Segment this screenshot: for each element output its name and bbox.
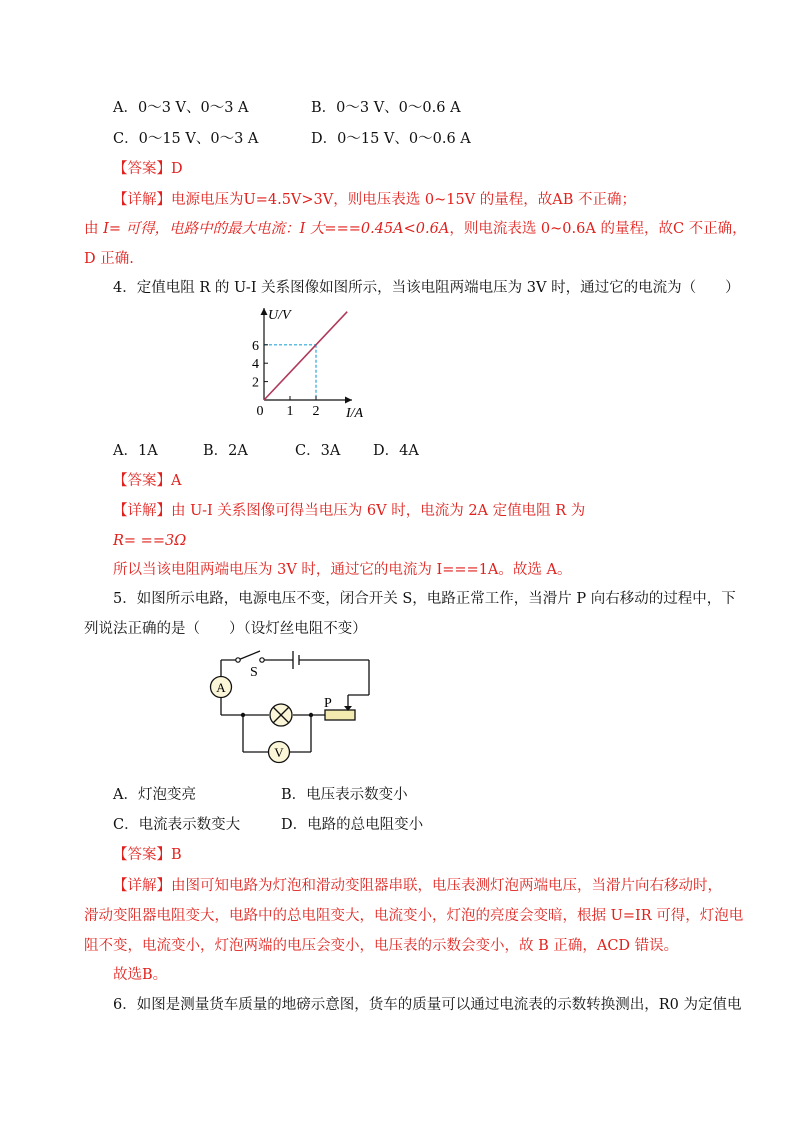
q3-option-b: B．0～3 V、0～0.6 A: [311, 100, 461, 116]
series-line-0: [264, 312, 347, 400]
x-tick-label: 1: [286, 404, 294, 419]
switch-label: S: [250, 665, 258, 680]
q4-detail-line3: 所以当该电阻两端电压为 3V 时，通过它的电流为 I===1A。故选 A。: [113, 562, 572, 578]
q4-stem: 4．定值电阻 R 的 U-I 关系图像如图所示，当该电阻两端电压为 3V 时，通过它的电流为（ ）: [113, 280, 740, 296]
q4-option-c: C．3A: [295, 443, 341, 459]
y-axis-label: U/V: [268, 308, 291, 323]
q4-detail-line1: 【详解】由 U-I 关系图像可得当电压为 6V 时，电流为 2A 定值电阻 R 为: [113, 503, 586, 519]
y-tick-label: 2: [252, 375, 259, 391]
q3-detail-line2-formula: I= 可得，电路中的最大电流：I 大===0.45A<0.6A: [103, 221, 450, 237]
ammeter-label: A: [216, 680, 226, 695]
x-tick-label: 0: [256, 404, 264, 419]
y-tick-label: 6: [252, 338, 259, 354]
q5-stem-line1: 5．如图所示电路，电源电压不变，闭合开关 S，电路正常工作，当滑片 P 向右移动的过程中，下: [113, 591, 736, 607]
q3-detail-line2-suffix: ，则电流表选 0~0.6A 的量程，故C 不正确，: [449, 221, 747, 237]
q5-detail-line1: 【详解】由图可知电路为灯泡和滑动变阻器串联，电压表测灯泡两端电压，当滑片向右移动时，: [113, 878, 722, 894]
q5-detail-line2: 滑动变阻器电阻变大，电路中的总电阻变大，电流变小，灯泡的亮度会变暗，根据 U=IR 可得，灯泡电: [84, 908, 744, 924]
q3-detail-line2: [84, 219, 747, 239]
ui-graph: [240, 300, 390, 425]
q4-option-b: B．2A: [203, 443, 248, 459]
q6-stem-line1: 6．如图是测量货车质量的地磅示意图，货车的质量可以通过电流表的示数转换测出，R0 为定值电: [113, 997, 742, 1013]
q4-detail-line2: R= ==3Ω: [113, 533, 187, 549]
slider-label: P: [324, 696, 332, 711]
switch-arm: [238, 651, 260, 660]
q3-option-a: A．0～3 V、0～3 A: [113, 100, 249, 116]
x-tick-label: 2: [312, 404, 320, 419]
q3-detail-line3: D 正确.: [84, 251, 134, 267]
rheostat: [325, 710, 355, 720]
q5-detail-line3: 阻不变，电流变小，灯泡两端的电压会变小，电压表的示数会变小，故 B 正确，ACD 错误。: [84, 938, 679, 954]
q3-answer: 【答案】D: [113, 161, 183, 177]
y-tick-label: 4: [252, 357, 259, 373]
q4-option-d: D．4A: [373, 443, 419, 459]
q4-answer: 【答案】A: [113, 473, 182, 489]
q4-option-a: A．1A: [113, 443, 158, 459]
q3-detail-line1: 【详解】电源电压为U=4.5V>3V，则电压表选 0~15V 的量程，故AB 不正确；: [113, 192, 636, 208]
chart-layer: [252, 312, 347, 419]
q3-option-c: C．0～15 V、0～3 A: [113, 131, 259, 147]
q5-option-b: B．电压表示数变小: [281, 787, 408, 803]
x-axis-label: I/A: [346, 406, 364, 421]
q5-detail-line4: 故选B。: [113, 967, 168, 983]
q5-option-d: D．电路的总电阻变小: [281, 817, 424, 833]
q5-stem-line2: 列说法正确的是（ ）（设灯丝电阻不变）: [84, 621, 367, 637]
q5-option-c: C．电流表示数变大: [113, 817, 241, 833]
voltmeter-label: V: [274, 745, 284, 760]
circuit-diagram: [205, 645, 380, 770]
q5-option-a: A．灯泡变亮: [113, 787, 196, 803]
q3-detail-line2-prefix: 由: [84, 221, 104, 237]
q3-option-d: D．0～15 V、0～0.6 A: [311, 131, 471, 147]
q5-answer: 【答案】B: [113, 847, 182, 863]
